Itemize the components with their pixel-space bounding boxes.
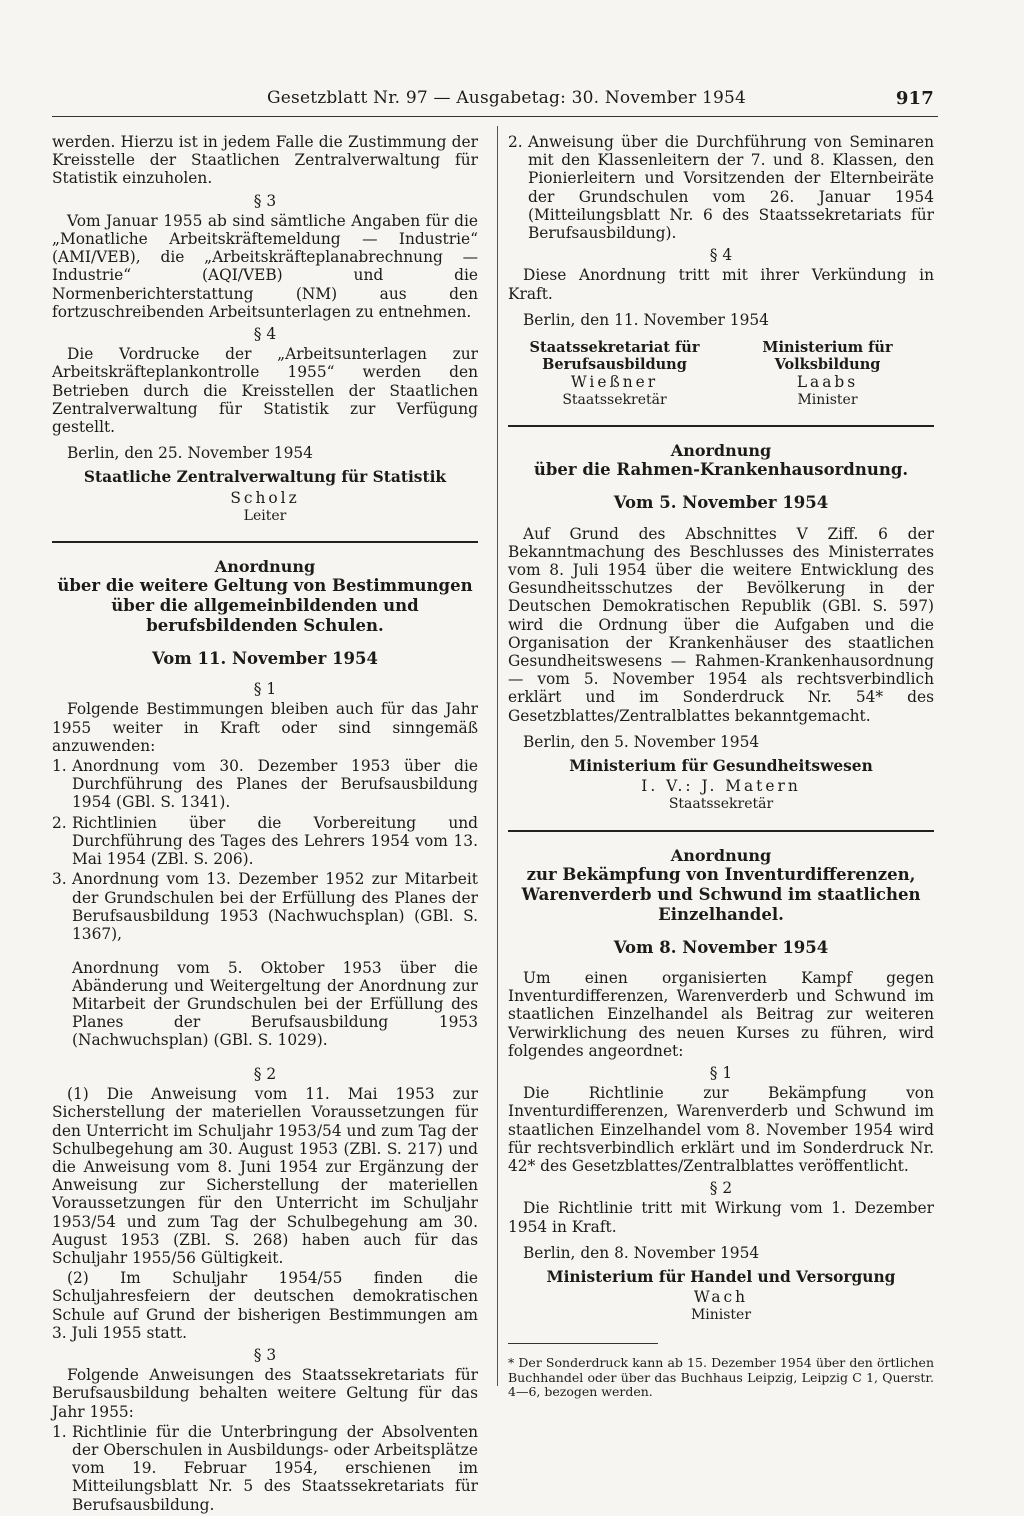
ordinance-subtitle: über die Rahmen-Krankenhausordnung. bbox=[533, 460, 909, 480]
left-column bbox=[52, 133, 478, 1516]
ordinance-date: Vom 11. November 1954 bbox=[152, 649, 378, 669]
section-2-text: Die Richtlinie tritt mit Wirkung vom 1. Dezember 1954 in Kraft. bbox=[508, 1199, 934, 1236]
signer-role: Minister bbox=[690, 1307, 752, 1324]
list-item bbox=[52, 870, 478, 943]
place-date: Berlin, den 25. November 1954 bbox=[67, 444, 313, 463]
signer-name: I. V.: J. Matern bbox=[641, 777, 801, 796]
place-date: Berlin, den 8. November 1954 bbox=[523, 1243, 760, 1262]
header-title: Gesetzblatt Nr. 97 — Ausgabetag: 30. November 1954 bbox=[267, 88, 747, 108]
section-divider bbox=[508, 425, 934, 427]
ordinance-intro: Um einen organisierten Kampf gegen Inventurdifferenzen, Warenverderb und Schwund im staatlichen Einzelhandel als Beitrag zur weiteren Verwirklichung des neuen Kurses zu führen, wird folgendes angeordnet: bbox=[508, 968, 934, 1060]
section-3-text: Vom Januar 1955 ab sind sämtliche Angaben für die „Monatliche Arbeitskräftemeldung — Industrie“ (AMI/VEB), die „Arbeitskräfteplanabrechnung — Industrie“ (AQI/VEB) und die Normenberichterstattung (NM) aus den fortzuschreibenden Arbeitsunterlagen zu entnehmen. bbox=[52, 211, 478, 321]
signer-name: Wießner bbox=[570, 373, 659, 392]
section-4-heading: § 4 bbox=[253, 325, 277, 344]
section-4-heading: § 4 bbox=[709, 246, 733, 265]
section-divider bbox=[508, 830, 934, 832]
section-3-heading: § 3 bbox=[253, 1345, 277, 1364]
footnote-rule bbox=[508, 1343, 658, 1344]
section-4-text: Diese Anordnung tritt mit ihrer Verkündung in Kraft. bbox=[508, 266, 934, 303]
right-column bbox=[508, 133, 934, 1412]
list-item bbox=[52, 814, 478, 869]
section-1-heading: § 1 bbox=[253, 680, 277, 699]
ordinance-heading: Anordnung bbox=[670, 441, 772, 461]
list-item-number: 2. bbox=[508, 133, 523, 151]
page-header bbox=[52, 88, 938, 118]
signer-role: Minister bbox=[797, 392, 858, 409]
section-2-heading: § 2 bbox=[709, 1179, 733, 1198]
list-item-number: 3. bbox=[52, 870, 67, 889]
signature-left bbox=[508, 339, 721, 409]
issuing-authority: Staatliche Zentralverwaltung für Statistik bbox=[83, 468, 447, 487]
list-item-continuation: Anordnung vom 5. Oktober 1953 über die Abänderung und Weitergeltung der Anordnung zur Mitarbeit der Grundschulen bei der Erfüllung des Planes der Berufsausbildung 1953 (Nachwuchsplan) (GBl. S. 1029). bbox=[72, 958, 478, 1050]
section-2-heading: § 2 bbox=[253, 1064, 277, 1083]
issuing-authority: Staatssekretariat für Berufsausbildung bbox=[529, 339, 700, 374]
signature-right bbox=[721, 339, 934, 409]
section-3-text: Folgende Anweisungen des Staatssekretariats für Berufsausbildung behalten weitere Geltung für das Jahr 1955: bbox=[52, 1366, 478, 1421]
page-number: 917 bbox=[895, 88, 934, 109]
header-rule bbox=[52, 116, 938, 117]
section-2-paragraph-2: (2) Im Schuljahr 1954/55 finden die Schuljahresfeiern der deutschen demokratischen Schule auf Grund der bisherigen Bestimmungen am 3. Juli 1955 statt. bbox=[52, 1269, 478, 1342]
section-1-text: Folgende Bestimmungen bleiben auch für das Jahr 1955 weiter in Kraft oder sind sinngemäß anzuwenden: bbox=[52, 700, 478, 755]
ordinance-heading: Anordnung bbox=[670, 845, 772, 865]
section-divider bbox=[52, 541, 478, 543]
list-item-number: 2. bbox=[52, 813, 67, 832]
list-item bbox=[52, 1423, 478, 1514]
signer-role: Staatssekretär bbox=[562, 392, 667, 409]
list-item-text: Anordnung vom 13. Dezember 1952 zur Mitarbeit der Grundschulen bei der Erfüllung des Planes der Berufsausbildung 1953 (Nachwuchsplan) (GBl. S. 1367), bbox=[72, 870, 478, 943]
place-date: Berlin, den 11. November 1954 bbox=[523, 310, 769, 329]
issuing-authority: Ministerium für Volksbildung bbox=[762, 339, 893, 374]
list-item-number: 1. bbox=[52, 757, 67, 776]
section-3-heading: § 3 bbox=[253, 191, 277, 210]
intro-paragraph: werden. Hierzu ist in jedem Falle die Zustimmung der Kreisstelle der Staatlichen Zentralverwaltung für Statistik einzuholen. bbox=[52, 133, 478, 188]
list-item-number: 1. bbox=[52, 1422, 67, 1441]
signer-role: Leiter bbox=[243, 507, 287, 524]
section-1-text: Die Richtlinie zur Bekämpfung von Inventurdifferenzen, Warenverderb und Schwund im staatlichen Einzelhandel vom 8. November 1954 wird für rechtsverbindlich erklärt und im Sonderdruck Nr. 42* des Gesetzblattes/Zentralblattes veröffentlicht. bbox=[508, 1084, 934, 1175]
place-date: Berlin, den 5. November 1954 bbox=[523, 732, 760, 751]
ordinance-subtitle: über die weitere Geltung von Bestimmungen über die allgemeinbildenden und berufsbildenden Schulen. bbox=[57, 576, 473, 636]
signer-name: Scholz bbox=[230, 488, 300, 507]
list-item bbox=[508, 133, 934, 242]
issuing-authority: Ministerium für Handel und Versorgung bbox=[546, 1267, 896, 1286]
ordinance-date: Vom 8. November 1954 bbox=[613, 937, 829, 957]
signer-name: Laabs bbox=[796, 373, 859, 392]
ordinance-text: Auf Grund des Abschnittes V Ziff. 6 der Bekanntmachung des Beschlusses des Ministerrates vom 8. Juli 1954 über die weitere Entwicklung des Gesundheitsschutzes der Bevölkerung in der Deutschen Demokratischen Republik (GBl. S. 597) wird die Ordnung über die Aufgaben und die Organisation der Krankenhäuser des staatlichen Gesundheitswesens — Rahmen-Krankenhausordnung — vom 5. November 1954 als rechtsverbindlich erklärt und im Sonderdruck Nr. 54* des Gesetzblattes/Zentralblattes bekanntgemacht. bbox=[508, 524, 934, 725]
list-item bbox=[52, 757, 478, 812]
column-divider bbox=[497, 126, 498, 1386]
section-4-text: Die Vordrucke der „Arbeitsunterlagen zur Arbeitskräfteplankontrolle 1955“ werden den Betrieben durch die Kreisstellen der Staatlichen Zentralverwaltung für Statistik zur Verfügung gestellt. bbox=[52, 345, 478, 437]
footnote: * Der Sonderdruck kann ab 15. Dezember 1954 über den örtlichen Buchhandel oder über das Buchhaus Leipzig, Leipzig C 1, Querstr. 4—6, bezogen werden. bbox=[508, 1355, 934, 1400]
ordinance-date: Vom 5. November 1954 bbox=[613, 493, 829, 513]
list-item-text: Anweisung über die Durchführung von Seminaren mit den Klassenleitern der 7. und 8. Klassen, den Pionierleitern und Vorsitzenden der Elternbeiräte der Grundschulen vom 26. Januar 1954 (Mitteilungsblatt Nr. 6 des Staatssekretariats für Berufsausbildung). bbox=[528, 133, 934, 243]
signature-block bbox=[508, 339, 934, 409]
signer-name: Wach bbox=[693, 1288, 749, 1307]
ordinance-heading: Anordnung bbox=[214, 557, 316, 577]
ordinance-subtitle: zur Bekämpfung von Inventurdifferenzen, Warenverderb und Schwund im staatlichen Einzelhandel. bbox=[521, 864, 921, 924]
section-1-heading: § 1 bbox=[709, 1063, 733, 1082]
issuing-authority: Ministerium für Gesundheitswesen bbox=[569, 757, 873, 776]
list-item-text: Anordnung vom 30. Dezember 1953 über die Durchführung des Planes der Berufsausbildung 1954 (GBl. S. 1341). bbox=[72, 757, 478, 812]
list-item-text: Richtlinien über die Vorbereitung und Durchführung des Tages des Lehrers 1954 vom 13. Mai 1954 (ZBl. S. 206). bbox=[72, 813, 478, 869]
list-item-text: Richtlinie für die Unterbringung der Absolventen der Oberschulen in Ausbildungs- oder Arbeitsplätze vom 19. Februar 1954, erschienen im Mitteilungsblatt Nr. 5 des Staatssekretariats für Berufsausbildung. bbox=[72, 1422, 478, 1514]
section-2-paragraph-1: (1) Die Anweisung vom 11. Mai 1953 zur Sicherstellung der materiellen Voraussetzungen für den Unterricht im Schuljahr 1953/54 und zum Tag der Schulbegehung am 30. August 1953 (ZBl. S. 217) und die Anweisung vom 8. Juni 1954 zur Ergänzung der Anweisung zur Sicherstellung der materiellen Voraussetzungen für den Unterricht im Schuljahr 1953/54 und zum Tag der Schulbegehung am 30. August 1953 (ZBl. S. 268) haben auch für das Schuljahr 1955/56 Gültigkeit. bbox=[52, 1085, 478, 1267]
signer-role: Staatssekretär bbox=[668, 796, 774, 813]
